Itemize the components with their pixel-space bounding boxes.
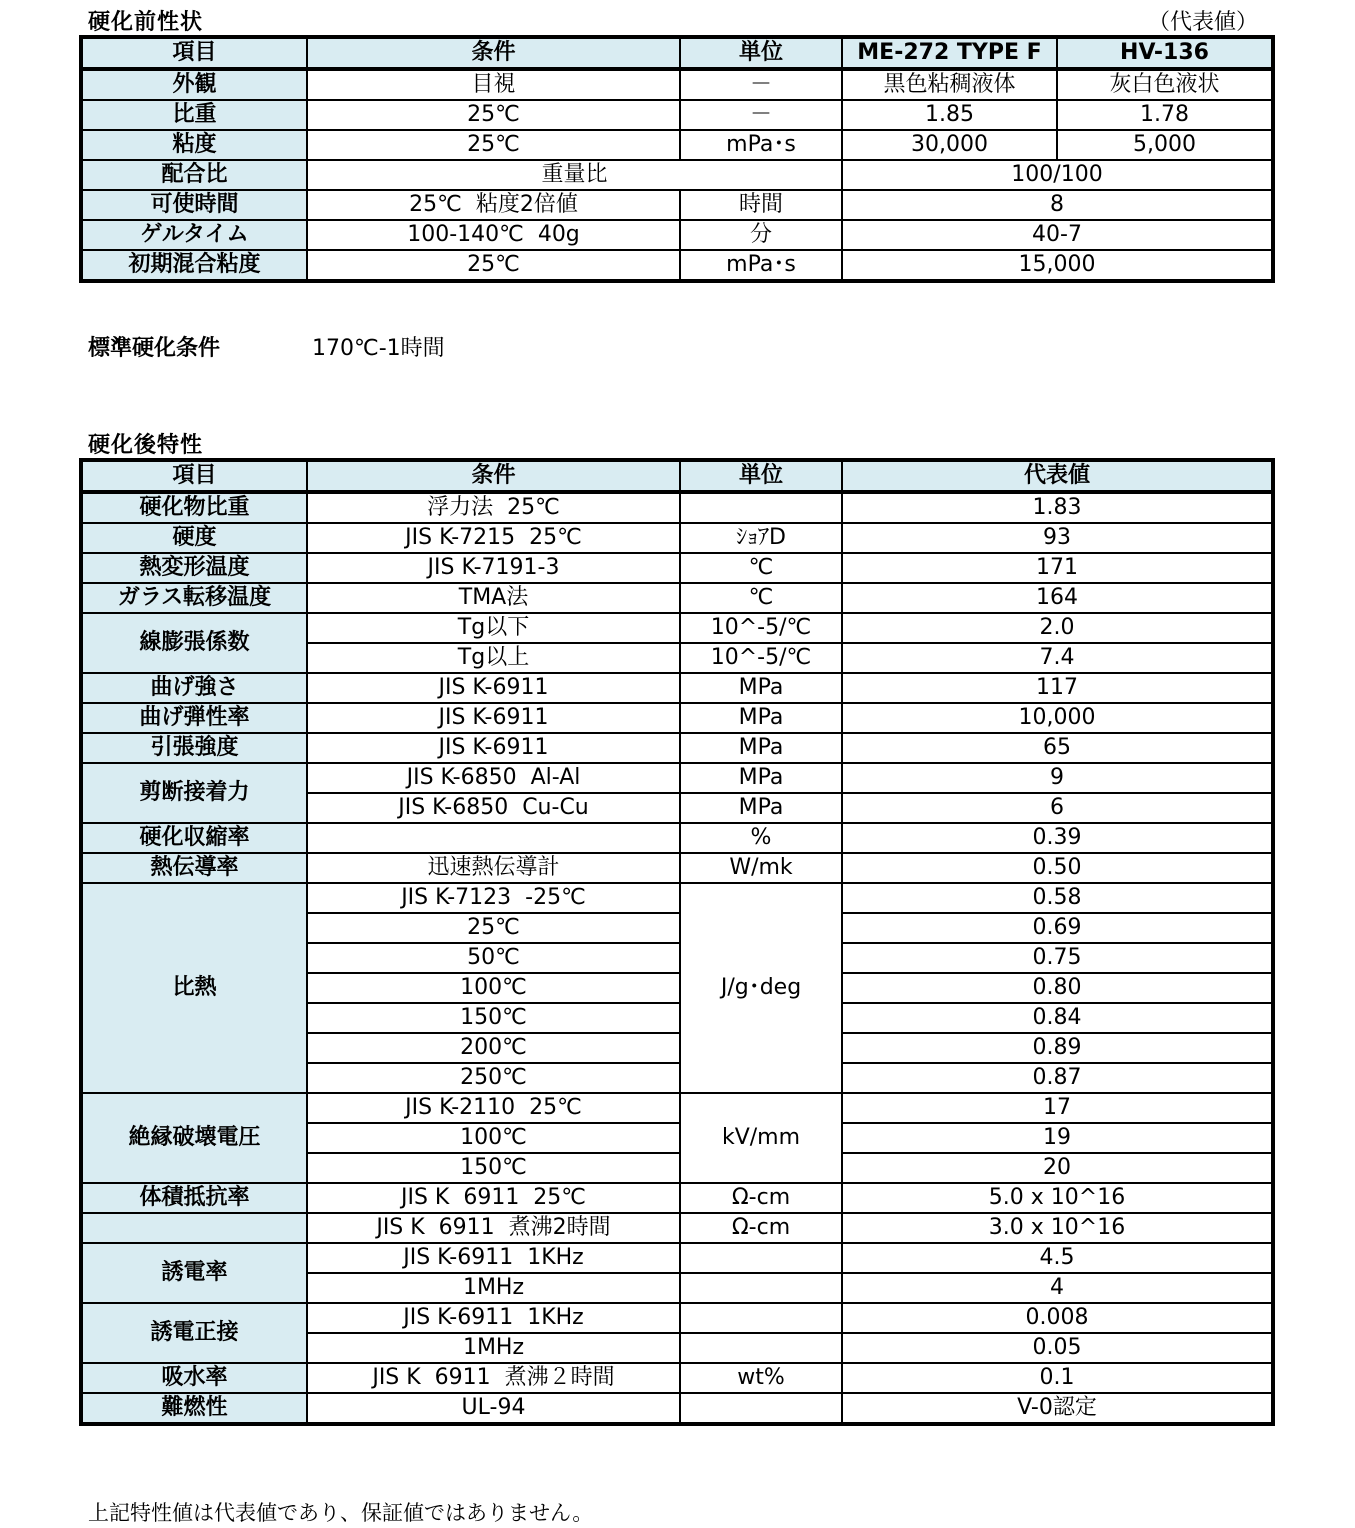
- cell-condition: Tg以上: [307, 643, 680, 673]
- cell-condition: UL-94: [307, 1393, 680, 1424]
- cell-condition: 25℃ 粘度2倍値: [307, 190, 680, 220]
- table-row: [81, 823, 1273, 853]
- cell-value: 0.84: [842, 1003, 1273, 1033]
- row-label: 初期混合粘度: [81, 250, 307, 281]
- cell-condition: JIS K-6911: [307, 673, 680, 703]
- row-label: 難燃性: [81, 1393, 307, 1424]
- table-row: [81, 220, 1273, 250]
- cell-unit: 時間: [680, 190, 842, 220]
- cell-condition: 150℃: [307, 1003, 680, 1033]
- row-label: 体積抵抗率: [81, 1183, 307, 1213]
- cell-unit: W/mk: [680, 853, 842, 883]
- header-product-a: ME-272 TYPE F: [842, 37, 1057, 69]
- cell-value: 3.0 x 10^16: [842, 1213, 1273, 1243]
- cell-condition: JIS K 6911 煮沸２時間: [307, 1363, 680, 1393]
- table-row: [81, 190, 1273, 220]
- cell-value: 0.89: [842, 1033, 1273, 1063]
- row-label: 硬度: [81, 523, 307, 553]
- cell-condition: JIS K-7123 -25℃: [307, 883, 680, 913]
- table-row: [81, 1183, 1273, 1213]
- cell-value: 40-7: [842, 220, 1273, 250]
- header-value: 代表値: [842, 460, 1273, 492]
- row-label: 配合比: [81, 160, 307, 190]
- cell-value: 7.4: [842, 643, 1273, 673]
- cell-unit: mPa･s: [680, 250, 842, 281]
- pre-cure-title: 硬化前性状: [88, 10, 204, 35]
- cell-unit: ℃: [680, 553, 842, 583]
- cell-unit: %: [680, 823, 842, 853]
- table-row: [81, 703, 1273, 733]
- row-label: 引張強度: [81, 733, 307, 763]
- table-header-row: [81, 37, 1273, 69]
- cell-value: 0.80: [842, 973, 1273, 1003]
- table-row: [81, 1303, 1273, 1333]
- header-item: 項目: [81, 37, 307, 69]
- row-label: 剪断接着力: [81, 763, 307, 823]
- row-label: 硬化収縮率: [81, 823, 307, 853]
- cell-value: 0.05: [842, 1333, 1273, 1363]
- post-cure-table: [79, 458, 1275, 1426]
- cell-value: 0.75: [842, 943, 1273, 973]
- cell-unit: 10^-5/℃: [680, 613, 842, 643]
- header-product-b: HV-136: [1057, 37, 1273, 69]
- cell-value: 100/100: [842, 160, 1273, 190]
- cell-unit: mPa･s: [680, 130, 842, 160]
- table-row: [81, 1393, 1273, 1424]
- cell-condition: 25℃: [307, 913, 680, 943]
- cell-value: 4.5: [842, 1243, 1273, 1273]
- standard-cure-label: 標準硬化条件: [88, 336, 221, 361]
- cell-condition: 1MHz: [307, 1333, 680, 1363]
- cell-unit: [680, 1303, 842, 1333]
- cell-unit: MPa: [680, 703, 842, 733]
- cell-value-b: 1.78: [1057, 100, 1273, 130]
- table-row: [81, 883, 1273, 913]
- cell-value: 164: [842, 583, 1273, 613]
- table-row: [81, 1213, 1273, 1243]
- table-row: [81, 763, 1273, 793]
- cell-condition: JIS K-6850 Cu-Cu: [307, 793, 680, 823]
- row-label: 硬化物比重: [81, 492, 307, 523]
- row-label: 外観: [81, 69, 307, 100]
- cell-value: 9: [842, 763, 1273, 793]
- cell-unit: [680, 492, 842, 523]
- cell-condition: 1MHz: [307, 1273, 680, 1303]
- pre-cure-table: [79, 35, 1275, 283]
- cell-unit: Ω-cm: [680, 1213, 842, 1243]
- table-row: [81, 130, 1273, 160]
- row-label: 熱伝導率: [81, 853, 307, 883]
- table-row: [81, 160, 1273, 190]
- cell-condition: JIS K-6850 Al-Al: [307, 763, 680, 793]
- table-row: [81, 492, 1273, 523]
- cell-value-a: 30,000: [842, 130, 1057, 160]
- table-row: [81, 673, 1273, 703]
- table-row: [81, 583, 1273, 613]
- cell-value-b: 灰白色液状: [1057, 69, 1273, 100]
- standard-cure-value: 170℃-1時間: [312, 336, 445, 361]
- cell-value: 19: [842, 1123, 1273, 1153]
- cell-unit: [680, 1393, 842, 1424]
- row-label: 誘電正接: [81, 1303, 307, 1363]
- table-row: [81, 69, 1273, 100]
- cell-value: 2.0: [842, 613, 1273, 643]
- row-label: 可使時間: [81, 190, 307, 220]
- cell-unit: Ω-cm: [680, 1183, 842, 1213]
- cell-value: 117: [842, 673, 1273, 703]
- row-label: 曲げ強さ: [81, 673, 307, 703]
- cell-condition: JIS K-7215 25℃: [307, 523, 680, 553]
- table-row: [81, 613, 1273, 643]
- cell-condition: 250℃: [307, 1063, 680, 1093]
- cell-condition: 200℃: [307, 1033, 680, 1063]
- cell-condition: JIS K 6911 25℃: [307, 1183, 680, 1213]
- cell-condition: JIS K-6911: [307, 733, 680, 763]
- row-label: 比熱: [81, 883, 307, 1093]
- cell-condition: 迅速熱伝導計: [307, 853, 680, 883]
- cell-condition: 重量比: [307, 160, 842, 190]
- header-condition: 条件: [307, 460, 680, 492]
- cell-condition: 150℃: [307, 1153, 680, 1183]
- cell-condition: JIS K-6911 1KHz: [307, 1303, 680, 1333]
- cell-value: 15,000: [842, 250, 1273, 281]
- cell-value: 171: [842, 553, 1273, 583]
- cell-unit: MPa: [680, 673, 842, 703]
- table-header-row: [81, 460, 1273, 492]
- cell-value: 0.1: [842, 1363, 1273, 1393]
- cell-value: 20: [842, 1153, 1273, 1183]
- table-row: [81, 1363, 1273, 1393]
- cell-unit: MPa: [680, 733, 842, 763]
- header-item: 項目: [81, 460, 307, 492]
- cell-condition: 浮力法 25℃: [307, 492, 680, 523]
- cell-value: 0.50: [842, 853, 1273, 883]
- cell-unit: wt%: [680, 1363, 842, 1393]
- cell-value-a: 1.85: [842, 100, 1057, 130]
- header-unit: 単位: [680, 460, 842, 492]
- cell-unit: 分: [680, 220, 842, 250]
- cell-value: 65: [842, 733, 1273, 763]
- cell-unit: ℃: [680, 583, 842, 613]
- cell-value: 93: [842, 523, 1273, 553]
- cell-condition: 25℃: [307, 130, 680, 160]
- cell-unit: kV/mm: [680, 1093, 842, 1183]
- cell-unit: －: [680, 100, 842, 130]
- cell-condition: JIS K-2110 25℃: [307, 1093, 680, 1123]
- cell-condition: JIS K-6911: [307, 703, 680, 733]
- cell-condition: JIS K-7191-3: [307, 553, 680, 583]
- row-label-empty: [81, 1213, 307, 1243]
- table-row: [81, 100, 1273, 130]
- row-label: 熱変形温度: [81, 553, 307, 583]
- cell-value-b: 5,000: [1057, 130, 1273, 160]
- table-row: [81, 523, 1273, 553]
- cell-value: 1.83: [842, 492, 1273, 523]
- row-label: 粘度: [81, 130, 307, 160]
- row-label: 絶縁破壊電圧: [81, 1093, 307, 1183]
- cell-value: 4: [842, 1273, 1273, 1303]
- row-label: 吸水率: [81, 1363, 307, 1393]
- disclaimer-footer: 上記特性値は代表値であり、保証値ではありません。: [88, 1501, 594, 1525]
- cell-value: 5.0 x 10^16: [842, 1183, 1273, 1213]
- header-unit: 単位: [680, 37, 842, 69]
- cell-unit: 10^-5/℃: [680, 643, 842, 673]
- cell-value-a: 黒色粘稠液体: [842, 69, 1057, 100]
- cell-unit: MPa: [680, 793, 842, 823]
- cell-condition: [307, 823, 680, 853]
- cell-unit: －: [680, 69, 842, 100]
- cell-value: V-0認定: [842, 1393, 1273, 1424]
- cell-value: 0.69: [842, 913, 1273, 943]
- header-condition: 条件: [307, 37, 680, 69]
- cell-value: 17: [842, 1093, 1273, 1123]
- cell-condition: 目視: [307, 69, 680, 100]
- row-label: ガラス転移温度: [81, 583, 307, 613]
- representative-note: （代表値）: [1148, 10, 1259, 35]
- table-row: [81, 1243, 1273, 1273]
- cell-unit: ｼｮｱD: [680, 523, 842, 553]
- cell-condition: JIS K-6911 1KHz: [307, 1243, 680, 1273]
- cell-unit: [680, 1333, 842, 1363]
- cell-unit: J/g･deg: [680, 883, 842, 1093]
- cell-value: 8: [842, 190, 1273, 220]
- cell-unit: [680, 1243, 842, 1273]
- table-row: [81, 250, 1273, 281]
- table-row: [81, 733, 1273, 763]
- cell-condition: JIS K 6911 煮沸2時間: [307, 1213, 680, 1243]
- cell-unit: [680, 1273, 842, 1303]
- cell-condition: 50℃: [307, 943, 680, 973]
- cell-condition: 25℃: [307, 250, 680, 281]
- cell-value: 6: [842, 793, 1273, 823]
- cell-condition: 100-140℃ 40g: [307, 220, 680, 250]
- cell-condition: 25℃: [307, 100, 680, 130]
- cell-unit: MPa: [680, 763, 842, 793]
- row-label: 曲げ弾性率: [81, 703, 307, 733]
- table-row: [81, 853, 1273, 883]
- post-cure-title: 硬化後特性: [88, 433, 204, 458]
- table-row: [81, 1093, 1273, 1123]
- cell-condition: 100℃: [307, 973, 680, 1003]
- cell-condition: TMA法: [307, 583, 680, 613]
- row-label: 比重: [81, 100, 307, 130]
- table-row: [81, 553, 1273, 583]
- cell-value: 0.87: [842, 1063, 1273, 1093]
- row-label: 線膨張係数: [81, 613, 307, 673]
- cell-value: 10,000: [842, 703, 1273, 733]
- row-label: ゲルタイム: [81, 220, 307, 250]
- cell-condition: Tg以下: [307, 613, 680, 643]
- row-label: 誘電率: [81, 1243, 307, 1303]
- cell-condition: 100℃: [307, 1123, 680, 1153]
- cell-value: 0.008: [842, 1303, 1273, 1333]
- cell-value: 0.58: [842, 883, 1273, 913]
- cell-value: 0.39: [842, 823, 1273, 853]
